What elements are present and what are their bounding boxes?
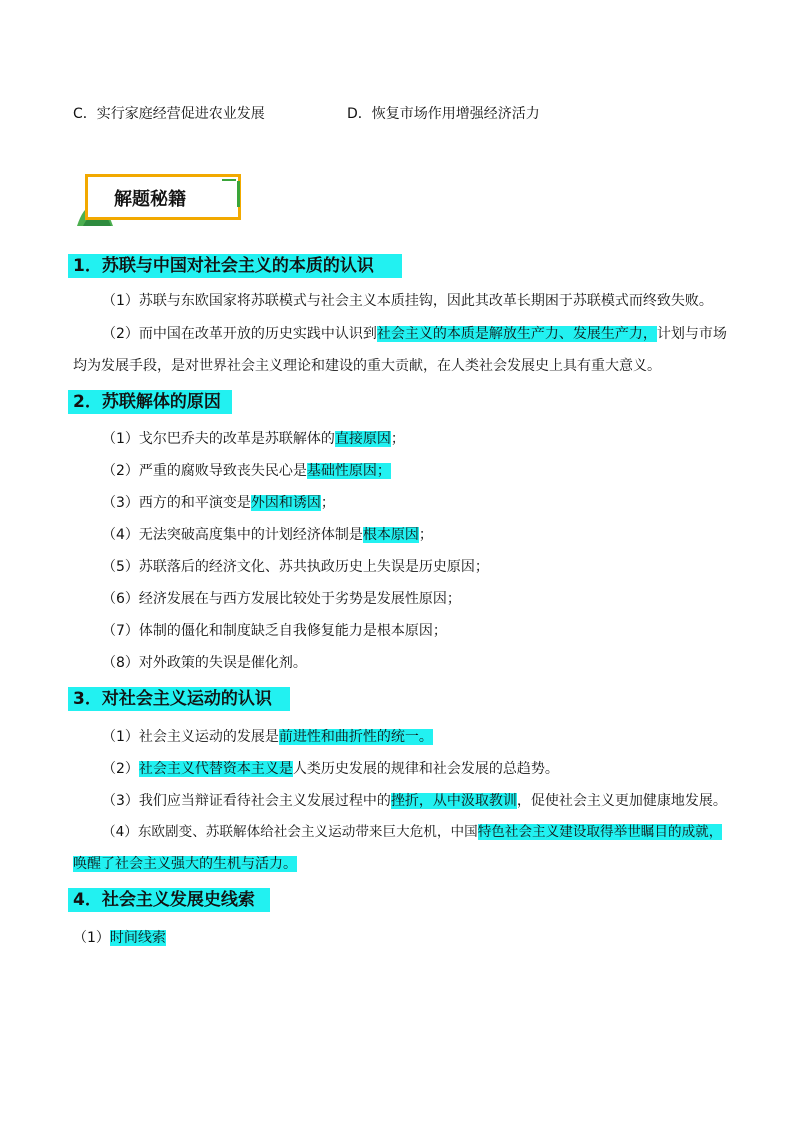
s3-item-4: （4）东欧剧变、苏联解体给社会主义运动带来巨大危机，中国特色社会主义建设取得举世瞩目的成就， <box>102 824 723 840</box>
s2-item-5: （5）苏联落后的经济文化、苏共执政历史上失误是历史原因； <box>102 559 489 575</box>
s3-item-3: （3）我们应当辩证看待社会主义发展过程中的挫折，从中汲取教训，促使社会主义更加健康地发展。 <box>102 793 727 809</box>
s3-item-1: （1）社会主义运动的发展是前进性和曲折性的统一。 <box>102 729 433 745</box>
s3-item-2: （2）社会主义代替资本主义是人类历史发展的规律和社会发展的总趋势。 <box>102 761 559 777</box>
s2-item-7: （7）体制的僵化和制度缺乏自我修复能力是根本原因； <box>102 623 447 639</box>
banner-title: 解题秘籍 <box>114 189 186 210</box>
section-1-heading: 1．苏联与中国对社会主义的本质的认识 <box>73 256 374 276</box>
section-banner <box>77 172 249 228</box>
s2-item-2: （2）严重的腐败导致丧失民心是基础性原因； <box>102 463 391 479</box>
s4-item-1: （1）时间线索 <box>73 930 166 946</box>
s2-item-8: （8）对外政策的失误是催化剂。 <box>102 655 307 671</box>
section-2-heading: 2．苏联解体的原因 <box>73 392 221 412</box>
s1-paragraph-1: （1）苏联与东欧国家将苏联模式与社会主义本质挂钩，因此其改革长期困于苏联模式而终致失败。 <box>102 293 713 309</box>
s2-item-6: （6）经济发展在与西方发展比较处于劣势是发展性原因； <box>102 591 461 607</box>
s1-paragraph-2: （2）而中国在改革开放的历史实践中认识到社会主义的本质是解放生产力、发展生产力，计划与市场 <box>102 326 727 342</box>
option-c: C．实行家庭经营促进农业发展 <box>73 106 265 122</box>
s1-highlight: 社会主义的本质是解放生产力、发展生产力， <box>376 326 657 342</box>
section-4-heading: 4．社会主义发展史线索 <box>73 890 255 910</box>
s3-item-4-cont: 唤醒了社会主义强大的生机与活力。 <box>73 856 297 872</box>
s2-item-4: （4）无法突破高度集中的计划经济体制是根本原因； <box>102 527 433 543</box>
option-d: D．恢复市场作用增强经济活力 <box>347 106 540 122</box>
s1-paragraph-2-cont: 均为发展手段，是对世界社会主义理论和建设的重大贡献，在人类社会发展史上具有重大意义。 <box>73 358 661 374</box>
s2-item-3: （3）西方的和平演变是外因和诱因； <box>102 495 335 511</box>
banner-accent <box>237 181 240 207</box>
section-3-heading: 3．对社会主义运动的认识 <box>73 689 272 709</box>
s2-item-1: （1）戈尔巴乔夫的改革是苏联解体的直接原因； <box>102 431 405 447</box>
